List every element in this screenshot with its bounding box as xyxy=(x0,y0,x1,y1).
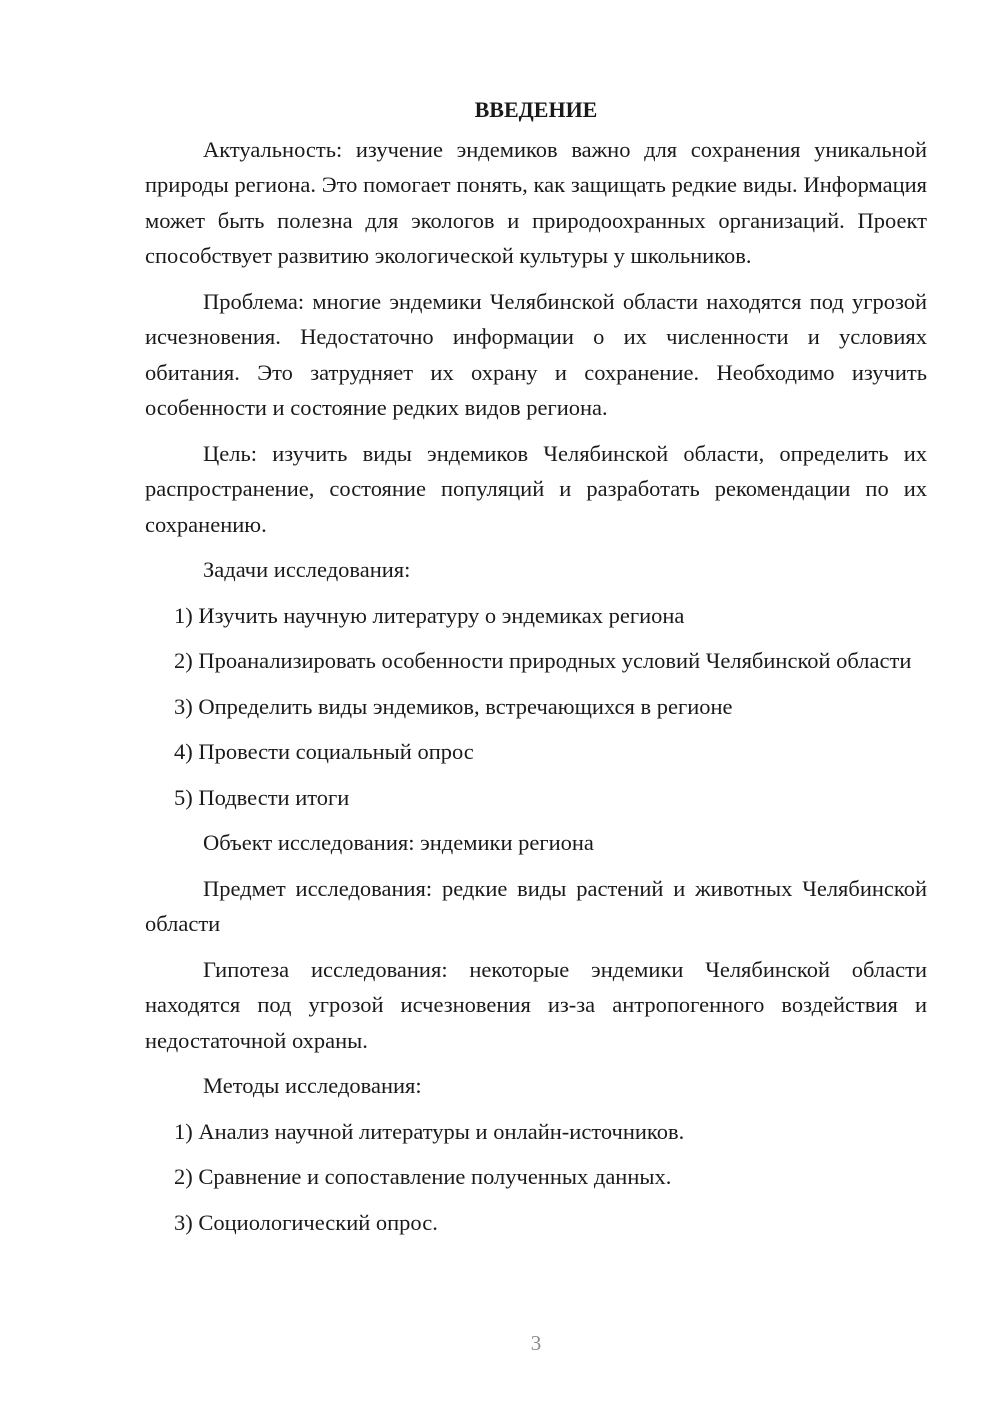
section-heading: ВВЕДЕНИЕ xyxy=(474,97,598,122)
task-item: 5) Подвести итоги xyxy=(174,784,350,810)
problem-paragraph: Проблема: многие эндемики Челябинской области находятся под угрозой исчезновения. Недостаточно информации о их численности и условиях обитания. Это затрудняет их охрану и сохранение. Необходимо изучить особенности и состояние редких видов региона. xyxy=(145,288,927,420)
task-item: 4) Провести социальный опрос xyxy=(174,739,474,764)
methods-title: Методы исследования: xyxy=(203,1073,422,1098)
subject-paragraph: Предмет исследования: редкие виды растений и животных Челябинской области xyxy=(145,875,927,936)
task-item: 2) Проанализировать особенности природных условий Челябинской области xyxy=(174,648,912,673)
object-paragraph: Объект исследования: эндемики региона xyxy=(203,830,594,855)
task-item: 1) Изучить научную литературу о эндемиках региона xyxy=(174,602,685,628)
relevance-paragraph: Актуальность: изучение эндемиков важно для сохранения уникальной природы региона. Это помогает понять, как защищать редкие виды. Информация может быть полезна для экологов и природоохранных организаций. Проект способствует развитию экологической культуры у школьников. xyxy=(145,136,927,268)
document-body xyxy=(145,92,927,1250)
method-item: 2) Сравнение и сопоставление полученных данных. xyxy=(174,1164,672,1189)
method-item: 1) Анализ научной литературы и онлайн-источников. xyxy=(174,1118,685,1144)
task-item: 3) Определить виды эндемиков, встречающихся в регионе xyxy=(174,693,733,719)
method-item: 3) Социологический опрос. xyxy=(174,1209,438,1235)
tasks-title: Задачи исследования: xyxy=(203,557,411,582)
goal-paragraph: Цель: изучить виды эндемиков Челябинской области, определить их распространение, состояние популяций и разработать рекомендации по их сохранению. xyxy=(145,440,927,537)
page-number: 3 xyxy=(530,1331,542,1355)
hypothesis-paragraph: Гипотеза исследования: некоторые эндемики Челябинской области находятся под угрозой исчезновения из-за антропогенного воздействия и недостаточной охраны. xyxy=(145,956,927,1053)
